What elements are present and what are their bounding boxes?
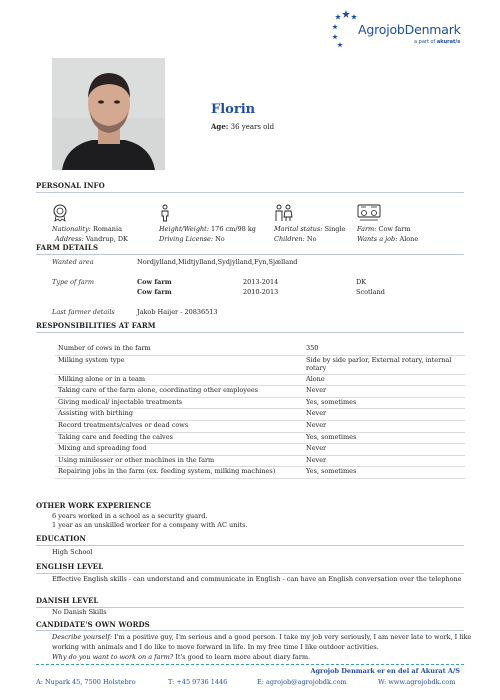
responsibilities-table [55, 344, 465, 479]
couple-icon [274, 204, 294, 222]
table-row [55, 344, 465, 356]
responsibility-name: Milking alone or in a team [55, 374, 303, 386]
farm-period-2: 2010-2013 [243, 288, 279, 296]
danish-value: No Danish Skills [52, 608, 107, 616]
responsibility-name: Giving medical/ injectable treatments [55, 397, 303, 409]
other-work-title: OTHER WORK EXPERIENCE [36, 501, 152, 510]
agrojob-logo [332, 8, 472, 52]
wanted-area-label: Wanted area [52, 258, 94, 266]
info-nationality: Nationality: Romania Address: Vandrup, DK [52, 204, 128, 244]
farm-country-1: DK [356, 278, 367, 286]
info-body: Height/Weight: 176 cm/98 kg Driving License: No [159, 204, 256, 244]
last-farmer-value: Jakob Haijer - 20836513 [137, 308, 218, 316]
table-row [55, 356, 465, 375]
candidate-name: Florin [211, 102, 256, 117]
farm-period-1: 2013-2014 [243, 278, 279, 286]
education-value: High School [52, 548, 93, 556]
own-words-title: CANDIDATE'S OWN WORDS [36, 620, 150, 629]
english-value: Effective English skills - can understand and communicate in English - can have an English conversation over the telephone [52, 575, 462, 583]
info-family: Marital status: Single Children: No [274, 204, 345, 244]
footer-divider [36, 664, 464, 665]
stars-circle-icon [332, 8, 360, 48]
divider [36, 254, 464, 255]
last-farmer-label: Last farmer details [52, 308, 115, 316]
responsibility-name: Repairing jobs in the farm (ex. feeding system, milking machines) [55, 467, 303, 479]
responsibility-name: Record treatments/calves or dead cows [55, 421, 303, 433]
farm-type-2: Cow farm [137, 288, 172, 296]
why-farm: Why do you want to work on a farm? It's good to learn more about diary farm. [52, 653, 311, 661]
personal-info-title: PERSONAL INFO [36, 181, 105, 190]
wanted-area-value: Nordjylland,Midtjylland,Sydjylland,Fyn,Sjælland [137, 258, 298, 266]
responsibility-value: Never [303, 455, 465, 467]
responsibility-name: Using minilesser or other machines in the farm [55, 455, 303, 467]
other-work-line-1: 6 years worked in a school as a security guard. [52, 512, 208, 520]
responsibility-value: Side by side parlor, External rotary, internal rotary [303, 356, 465, 375]
table-row [55, 409, 465, 421]
farm-machine-icon [357, 204, 381, 222]
responsibility-name: Taking care and feeding the calves [55, 432, 303, 444]
brand-subtitle: a part of akurat/s [414, 39, 461, 45]
divider [36, 332, 464, 333]
farm-details-title: FARM DETAILS [36, 243, 99, 252]
responsibility-value: 350 [303, 344, 465, 356]
danish-title: DANISH LEVEL [36, 596, 99, 605]
responsibility-name: Mixing and spreading food [55, 444, 303, 456]
divider [36, 545, 464, 546]
table-row [55, 421, 465, 433]
candidate-age: Age: 36 years old [211, 122, 275, 131]
responsibility-name: Number of cows in the farm [55, 344, 303, 356]
footer-web[interactable]: W: www.agrojobdk.com [378, 678, 456, 686]
table-row [55, 467, 465, 479]
person-height-icon [159, 204, 171, 222]
responsibility-name: Assisting with birthing [55, 409, 303, 421]
responsibility-value: Never [303, 421, 465, 433]
responsibility-name: Taking care of the farm alone, coordinating other employees [55, 386, 303, 398]
table-row [55, 374, 465, 386]
divider [36, 630, 464, 631]
english-title: ENGLISH LEVEL [36, 562, 104, 571]
farm-type-1: Cow farm [137, 278, 172, 286]
table-row [55, 397, 465, 409]
table-row [55, 444, 465, 456]
footer-address: A: Nupark 45, 7500 Holstebro [36, 678, 136, 686]
table-row [55, 386, 465, 398]
footer-phone: T: +45 9736 1446 [168, 678, 228, 686]
table-row [55, 455, 465, 467]
footer-company: Agrojob Denmark er en del af Akurat A/S [310, 667, 460, 675]
table-row [55, 432, 465, 444]
responsibility-value: Never [303, 386, 465, 398]
passport-badge-icon [52, 204, 68, 222]
info-farm: Farm: Cow farm Wants a job: Alone [357, 204, 418, 244]
responsibility-value: Alone [303, 374, 465, 386]
responsibility-value: Yes, sometimes [303, 397, 465, 409]
farm-country-2: Scotland [356, 288, 385, 296]
brand-name: AgrojobDenmark [358, 22, 461, 37]
responsibility-name: Milking system type [55, 356, 303, 375]
type-of-farm-label: Type of farm [52, 278, 95, 286]
responsibility-value: Never [303, 444, 465, 456]
responsibility-value: Never [303, 409, 465, 421]
education-title: EDUCATION [36, 534, 87, 543]
responsibilities-title: RESPONSIBILITIES AT FARM [36, 321, 156, 330]
describe-yourself: Describe yourself: I'm a positive guy, I'm serious and a good person. I take my job very seriously, I am never late to work, I like working with animals and I do like to move forward in life. In my free time I like outdoor activities. [52, 633, 472, 651]
other-work-line-2: 1 year as an unskilled worker for a company with AC units. [52, 521, 248, 529]
responsibility-value: Yes, sometimes [303, 432, 465, 444]
footer-email[interactable]: E: agrojob@agrojobdk.com [257, 678, 347, 686]
responsibility-value: Yes, sometimes [303, 467, 465, 479]
candidate-photo [52, 58, 165, 170]
divider [36, 192, 464, 193]
